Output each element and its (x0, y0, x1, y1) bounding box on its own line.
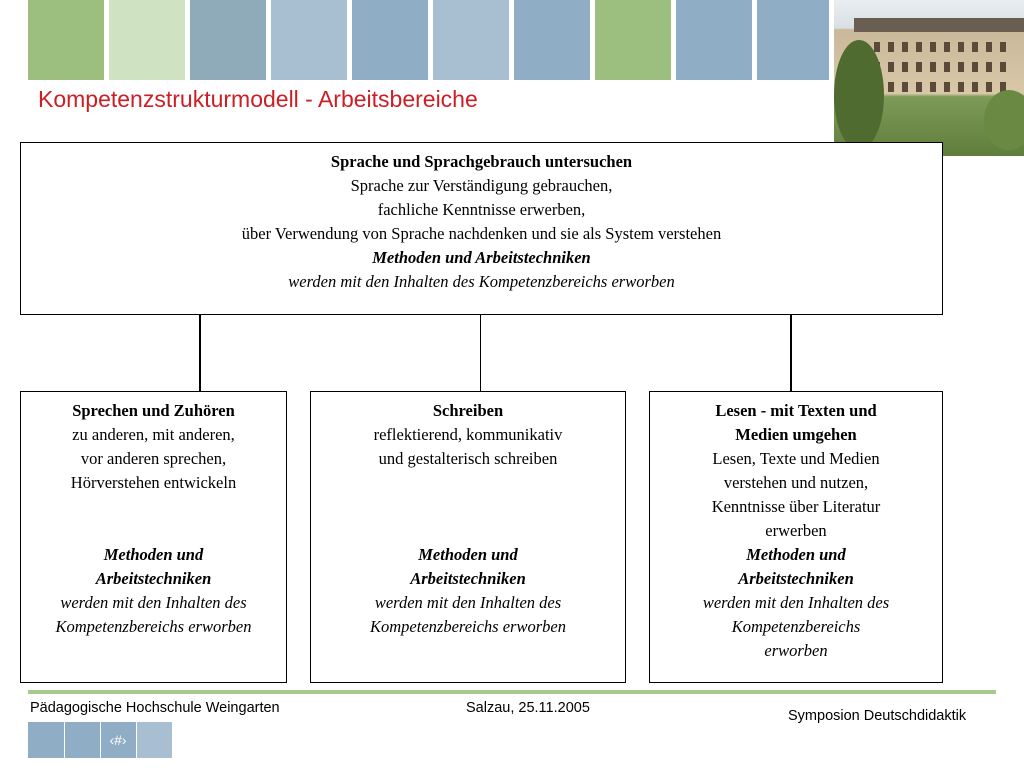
footer-tile (136, 722, 172, 758)
slide-title: Kompetenzstrukturmodell - Arbeitsbereiche (38, 86, 478, 112)
header-tile (433, 0, 509, 80)
box-methods-text: Kompetenzbereichs (731, 617, 861, 636)
footer-tile (28, 722, 64, 758)
footer-divider (28, 690, 996, 694)
header-tile (595, 0, 671, 80)
box-line: reflektierend, kommunikativ (373, 425, 563, 444)
box-methods-heading: Arbeitstechniken (410, 569, 526, 588)
header-tile (352, 0, 428, 80)
box-heading: Lesen - mit Texten und (715, 401, 877, 420)
top-box-line: Sprache zur Verständigung gebrauchen, (350, 176, 613, 195)
header-tile (271, 0, 347, 80)
connector-line (480, 314, 481, 392)
box-methods-text: erworben (764, 641, 828, 660)
reading-media-box (649, 391, 943, 683)
box-line: erwerben (765, 521, 827, 540)
footer-institution: Pädagogische Hochschule Weingarten (30, 700, 280, 716)
box-methods-text: werden mit den Inhalten des (60, 593, 247, 612)
box-line: zu anderen, mit anderen, (72, 425, 235, 444)
top-box-line: fachliche Kenntnisse erwerben, (377, 200, 586, 219)
box-methods-text: werden mit den Inhalten des (702, 593, 890, 612)
header-tile (757, 0, 829, 80)
header-tile (28, 0, 104, 80)
box-line: verstehen und nutzen, (723, 473, 869, 492)
box-line: Kenntnisse über Literatur (711, 497, 881, 516)
footer-tile (64, 722, 100, 758)
box-methods-text: Kompetenzbereichs erworben (370, 617, 566, 636)
footer-place-date: Salzau, 25.11.2005 (466, 700, 590, 716)
header-tile (190, 0, 266, 80)
box-heading: Schreiben (432, 401, 504, 420)
box-methods-text: Kompetenzbereichs erworben (55, 617, 252, 636)
box-line: Lesen, Texte und Medien (712, 449, 880, 468)
box-methods-heading: Methoden und (418, 545, 518, 564)
box-methods-heading: Arbeitstechniken (95, 569, 212, 588)
footer-event: Symposion Deutschdidaktik (788, 708, 967, 724)
writing-box (310, 391, 626, 683)
box-heading: Sprechen und Zuhören (72, 401, 235, 420)
header-tile (514, 0, 590, 80)
top-competence-box (20, 142, 943, 315)
top-box-methods-heading: Methoden und Arbeitstechniken (372, 248, 591, 267)
slide-number: ‹#› (109, 732, 127, 748)
box-line: und gestalterisch schreiben (378, 449, 558, 468)
box-heading: Medien umgehen (735, 425, 857, 444)
header-tile (676, 0, 752, 80)
box-methods-heading: Methoden und (746, 545, 846, 564)
top-box-heading: Sprache und Sprachgebrauch untersuchen (330, 152, 633, 171)
box-methods-heading: Methoden und (103, 545, 204, 564)
box-methods-heading: Arbeitstechniken (738, 569, 854, 588)
header-tile (109, 0, 185, 80)
speaking-listening-box (20, 391, 287, 683)
building-photo (834, 0, 1024, 156)
box-line: vor anderen sprechen, (80, 449, 227, 468)
connector-line (199, 314, 201, 392)
box-line: Hörverstehen entwickeln (70, 473, 237, 492)
connector-line (790, 314, 792, 392)
top-box-line: über Verwendung von Sprache nachdenken und sie als System verstehen (241, 224, 722, 243)
box-methods-text: werden mit den Inhalten des (374, 593, 562, 612)
top-box-methods-text: werden mit den Inhalten des Kompetenzbereichs erworben (288, 272, 675, 291)
